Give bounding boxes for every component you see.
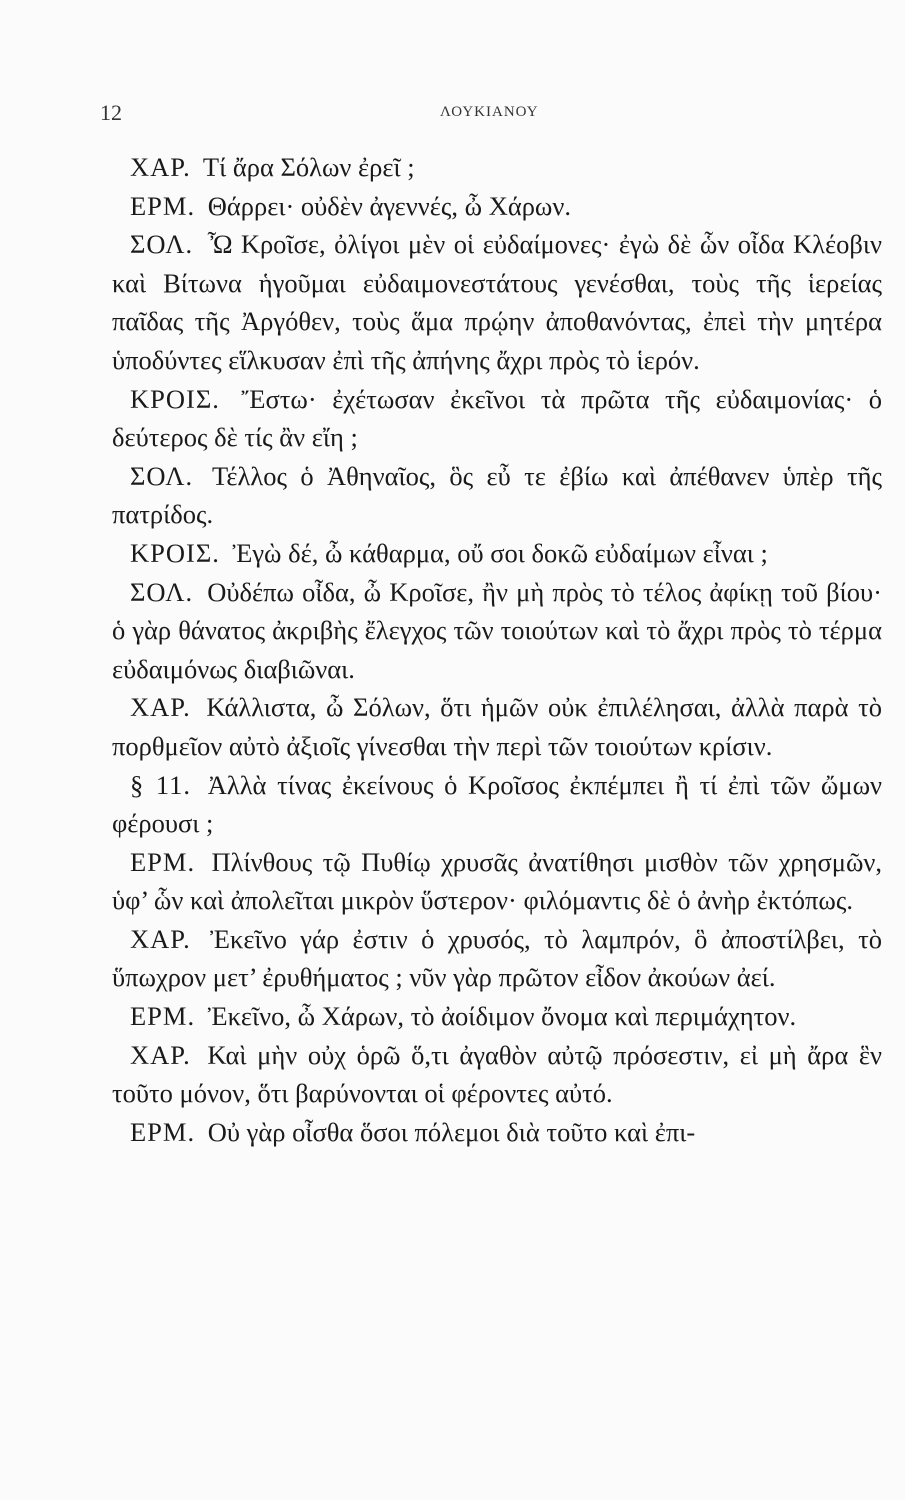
paragraph bbox=[112, 843, 882, 920]
paragraph bbox=[112, 997, 882, 1036]
paragraph bbox=[112, 688, 882, 765]
paragraph bbox=[112, 187, 882, 226]
speaker-label: ΧΑΡ. bbox=[130, 152, 191, 182]
running-head bbox=[100, 100, 880, 130]
speaker-label: ΧΑΡ. bbox=[130, 692, 191, 723]
page-number: 12 bbox=[100, 100, 122, 125]
paragraph-text: Οὐδέπω οἶδα, ὦ Κροῖσε, ἢν μὴ πρὸς τὸ τέλος ἀφίκῃ τοῦ βίου· ὁ γὰρ θάνατος ἀκριβὴς ἔλεγχος τῶν τοιούτων καὶ τὸ ἄχρι πρὸς τὸ τέρμα εὐδαιμόνως διαβιῶναι. bbox=[112, 576, 882, 684]
dialogue-text bbox=[112, 148, 882, 1151]
paragraph bbox=[112, 225, 882, 379]
speaker-label: ΕΡΜ. bbox=[130, 1001, 196, 1032]
paragraph-text: Ἐγὼ δέ, ὦ κάθαρμα, οὔ σοι δοκῶ εὐδαίμων εἶναι ; bbox=[232, 537, 768, 568]
paragraph-text: Ἔστω· ἐχέτωσαν ἐκεῖνοι τὰ πρῶτα τῆς εὐδαιμονίας· ὁ δεύτερος δὲ τίς ἂν εἴη ; bbox=[112, 383, 882, 453]
paragraph bbox=[112, 573, 882, 689]
paragraph-text: Ἀλλὰ τίνας ἐκείνους ὁ Κροῖσος ἐκπέμπει ἢ τί ἐπὶ τῶν ὤμων φέρουσι ; bbox=[112, 769, 882, 839]
speaker-label: ΕΡΜ. bbox=[130, 1116, 196, 1147]
paragraph-text: Καὶ μὴν οὐχ ὁρῶ ὅ,τι ἀγαθὸν αὐτῷ πρόσεστιν, εἰ μὴ ἄρα ἓν τοῦτο μόνον, ὅτι βαρύνονται οἱ φέροντες αὐτό. bbox=[112, 1039, 883, 1109]
paragraph-text: Πλίνθους τῷ Πυθίῳ χρυσᾶς ἀνατίθησι μισθὸν τῶν χρησμῶν, ὑφ’ ὧν καὶ ἀπολεῖται μικρὸν ὕστερον· φιλόμαντις δὲ ὁ ἀνὴρ ἐκτόπως. bbox=[112, 846, 883, 916]
paragraph-text: Τί ἄρα Σόλων ἐρεῖ ; bbox=[202, 152, 415, 182]
paragraph-text: Οὐ γὰρ οἶσθα ὅσοι πόλεμοι διὰ τοῦτο καὶ ἐπι- bbox=[207, 1116, 696, 1147]
section-marker: § 11. bbox=[130, 769, 192, 800]
paragraph bbox=[112, 457, 882, 534]
paragraph-text: Κάλλιστα, ὦ Σόλων, ὅτι ἡμῶν οὐκ ἐπιλέλησαι, ἀλλὰ παρὰ τὸ πορθμεῖον αὐτὸ ἀξιοῖς γίνεσθαι τὴν περὶ τῶν τοιούτων κρίσιν. bbox=[112, 692, 883, 761]
paragraph bbox=[112, 1036, 882, 1113]
speaker-label: ΚΡΟΙΣ. bbox=[130, 537, 220, 568]
paragraph bbox=[112, 920, 882, 997]
speaker-label: ΧΑΡ. bbox=[130, 1039, 191, 1070]
paragraph bbox=[112, 380, 882, 457]
speaker-label: ΧΑΡ. bbox=[130, 923, 191, 954]
paragraph-text: Θάρρει· οὐδὲν ἀγεννές, ὦ Χάρων. bbox=[207, 190, 571, 221]
paragraph-text: Ὦ Κροῖσε, ὀλίγοι μὲν οἱ εὐδαίμονες· ἐγὼ δὲ ὧν οἶδα Κλέοβιν καὶ Βίτωνα ἡγοῦμαι εὐδαιμονεστάτους γενέσθαι, τοὺς τῆς ἱερείας παῖδας τῆς Ἀργόθεν, τοὺς ἅμα πρῴην ἀποθανόντας, ἐπεὶ τὴν μητέρα ὑποδύντες εἵλκυσαν ἐπὶ τῆς ἀπήνης ἄχρι πρὸς τὸ ἱερόν. bbox=[112, 229, 882, 375]
speaker-label: ΣΟΛ. bbox=[130, 229, 194, 260]
speaker-label: ΚΡΟΙΣ. bbox=[130, 383, 220, 414]
running-title: ΛΟΥΚΙΑΝΟΥ bbox=[440, 104, 539, 120]
speaker-label: ΣΟΛ. bbox=[130, 576, 194, 607]
paragraph bbox=[112, 148, 882, 187]
paragraph-text: Ἐκεῖνο γάρ ἐστιν ὁ χρυσός, τὸ λαμπρόν, ὃ ἀποστίλβει, τὸ ὕπωχρον μετ’ ἐρυθήματος ; νῦν γὰρ πρῶτον εἶδον ἀκούων ἀεί. bbox=[112, 923, 882, 993]
speaker-label: ΕΡΜ. bbox=[130, 190, 196, 221]
speaker-label: ΣΟΛ. bbox=[130, 460, 194, 491]
paragraph-text: Τέλλος ὁ Ἀθηναῖος, ὃς εὖ τε ἐβίω καὶ ἀπέθανεν ὑπὲρ τῆς πατρίδος. bbox=[112, 460, 882, 530]
paragraph bbox=[112, 1113, 882, 1152]
speaker-label: ΕΡΜ. bbox=[130, 846, 196, 877]
paragraph-text: Ἐκεῖνο, ὦ Χάρων, τὸ ἀοίδιμον ὄνομα καὶ περιμάχητον. bbox=[207, 1001, 797, 1032]
paragraph bbox=[112, 534, 882, 573]
section-paragraph bbox=[112, 766, 882, 843]
